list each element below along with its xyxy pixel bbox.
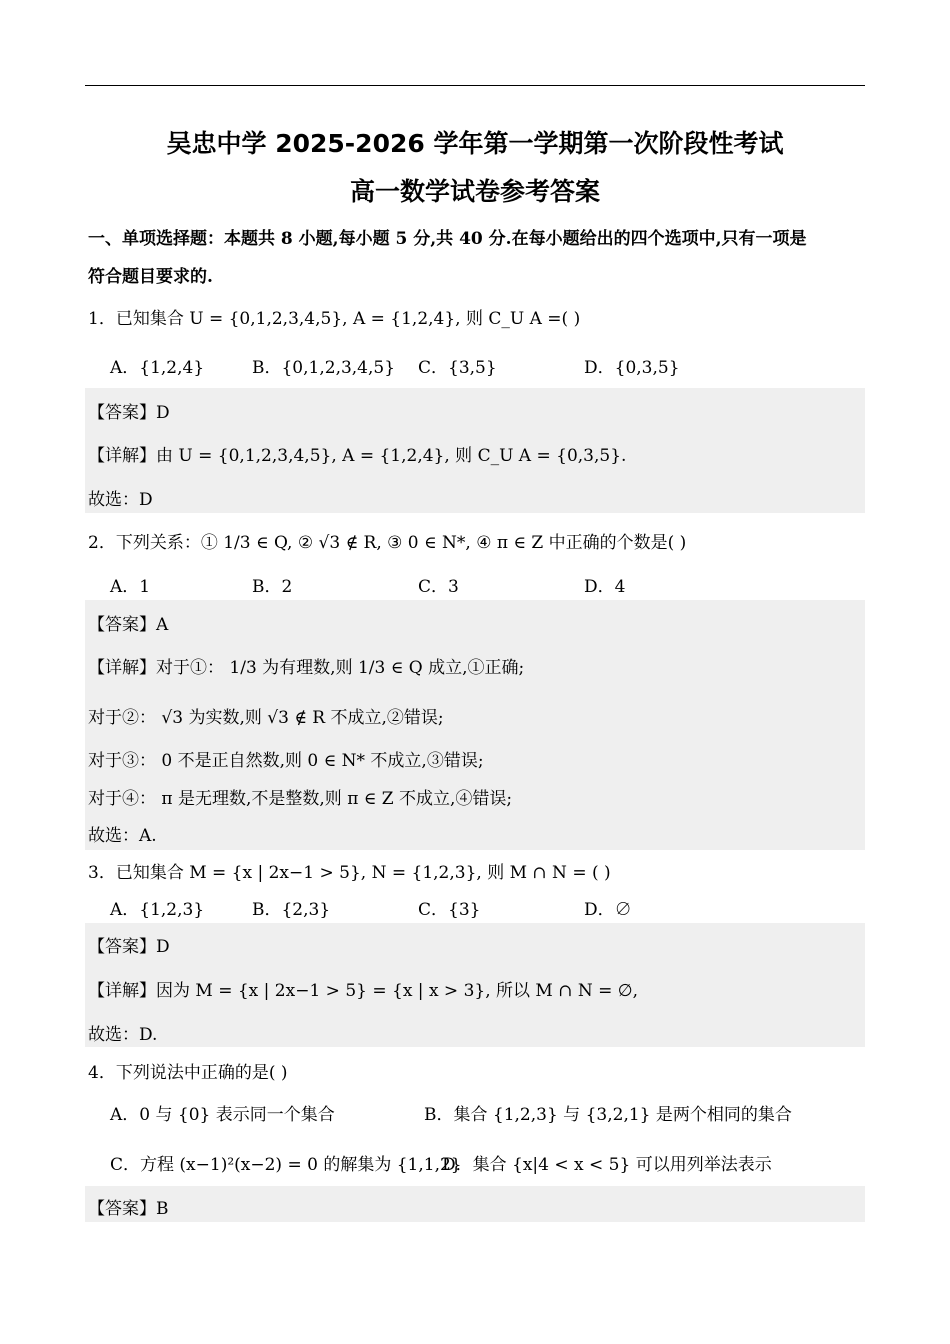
q1-option-c: C．{3,5} <box>418 358 497 378</box>
q3-stem: 3．已知集合 M = {x | 2x−1 > 5}, N = {1,2,3}, 则 M ∩ N = ( ) <box>88 863 611 883</box>
q2-answer: 【答案】A <box>88 615 169 635</box>
exam-subtitle: 高一数学试卷参考答案 <box>349 177 600 206</box>
q4-answer: 【答案】B <box>88 1199 169 1219</box>
q1-detail-1: 【详解】由 U = {0,1,2,3,4,5}, A = {1,2,4}, 则 C_U A = {0,3,5}. <box>88 446 627 466</box>
q2-stem: 2．下列关系：① 1/3 ∈ Q, ② √3 ∉ R, ③ 0 ∈ N*, ④ π ∈ Z 中正确的个数是( ) <box>88 533 687 553</box>
q3-answer: 【答案】D <box>88 937 170 957</box>
q2-option-d: D．4 <box>584 577 626 597</box>
q3-option-c: C．{3} <box>418 900 481 920</box>
q3-option-d: D．∅ <box>584 900 632 920</box>
q4-option-a: A．0 与 {0} 表示同一个集合 <box>110 1105 335 1125</box>
q4-option-d: D．集合 {x|4 < x < 5} 可以用列举法表示 <box>442 1155 772 1175</box>
q2-option-b: B．2 <box>252 577 293 597</box>
section-heading-line2: 符合题目要求的. <box>88 267 213 287</box>
q2-detail-3: 对于③： 0 不是正自然数,则 0 ∈ N* 不成立,③错误; <box>88 751 484 771</box>
q4-answer-box <box>85 1186 865 1222</box>
q3-option-b: B．{2,3} <box>252 900 331 920</box>
q3-detail-2: 故选：D. <box>88 1025 158 1045</box>
header-rule <box>85 85 865 86</box>
section-heading-line1: 一、单项选择题：本题共 8 小题,每小题 5 分,共 40 分.在每小题给出的四个选项中,只有一项是 <box>88 229 807 249</box>
q2-option-c: C．3 <box>418 577 459 597</box>
q1-option-a: A．{1,2,4} <box>110 358 205 378</box>
q4-option-b: B．集合 {1,2,3} 与 {3,2,1} 是两个相同的集合 <box>424 1105 792 1125</box>
q4-option-c: C．方程 (x−1)²(x−2) = 0 的解集为 {1,1,2} <box>110 1155 462 1175</box>
q2-detail-1: 【详解】对于①： 1/3 为有理数,则 1/3 ∈ Q 成立,①正确; <box>88 658 525 678</box>
q2-detail-4: 对于④： π 是无理数,不是整数,则 π ∈ Z 不成立,④错误; <box>88 789 513 809</box>
q2-detail-5: 故选：A. <box>88 826 157 846</box>
q3-option-a: A．{1,2,3} <box>110 900 205 920</box>
q1-option-b: B．{0,1,2,3,4,5} <box>252 358 396 378</box>
q1-answer: 【答案】D <box>88 403 170 423</box>
q1-option-d: D．{0,3,5} <box>584 358 680 378</box>
q2-option-a: A．1 <box>110 577 151 597</box>
q4-stem: 4．下列说法中正确的是( ) <box>88 1063 288 1083</box>
q1-stem: 1．已知集合 U = {0,1,2,3,4,5}, A = {1,2,4}, 则 C_U A =( ) <box>88 309 581 329</box>
q2-detail-2: 对于②： √3 为实数,则 √3 ∉ R 不成立,②错误; <box>88 708 444 728</box>
exam-title: 吴忠中学 2025-2026 学年第一学期第一次阶段性考试 <box>166 129 784 158</box>
q3-detail-1: 【详解】因为 M = {x | 2x−1 > 5} = {x | x > 3}, 所以 M ∩ N = ∅, <box>88 981 639 1001</box>
q1-detail-2: 故选：D <box>88 490 153 510</box>
